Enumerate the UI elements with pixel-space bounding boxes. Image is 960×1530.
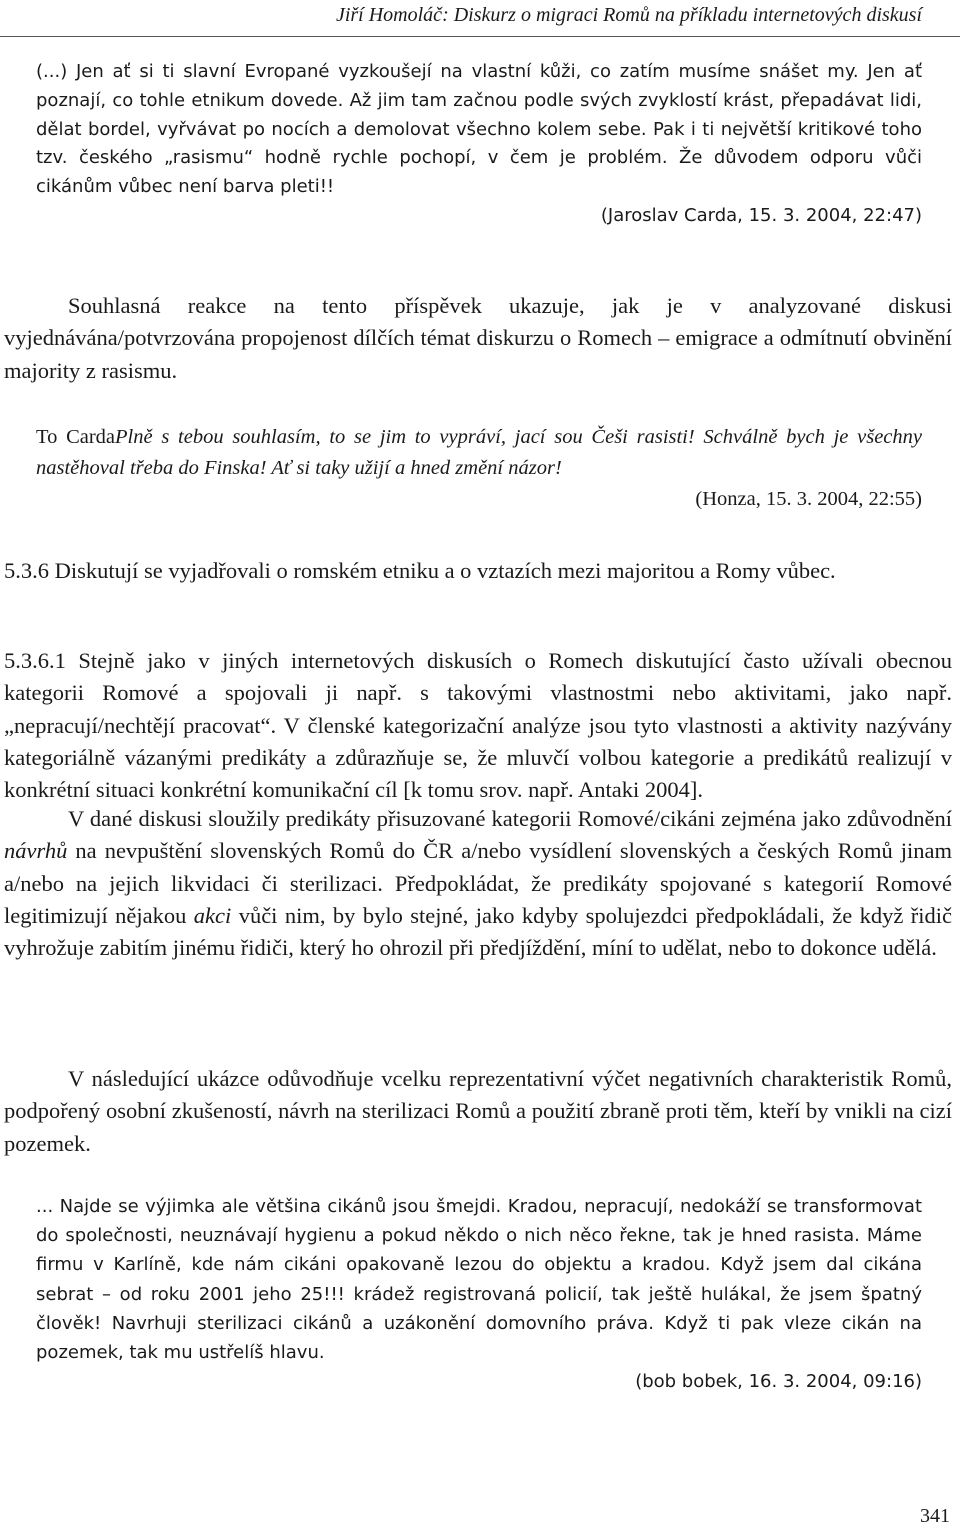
quote-carda-text: (...) Jen ať si ti slavní Evropané vyzkoušejí na vlastní kůži, co zatím musíme snášet my. Jen ať poznají, co tohle etnikum dovede. Až jim tam začnou podle svých zvyklostí krást, přepadávat lidi, dělat bordel, vyřvávat po nocích a demolovat všechno kolem sebe. Pak i ti největší kritikové toho tzv. českého „rasismu“ hodně rychle pochopí, v čem je problém. Že důvodem odporu vůči cikánům vůbec není barva pleti!!	[36, 61, 922, 198]
paragraph-predicates-text	[4, 803, 952, 964]
quote-honza-attribution: (Honza, 15. 3. 2004, 22:55)	[695, 488, 922, 510]
paragraph-example-text: V následující ukázce odůvodňuje vcelku reprezentativní výčet negativních charakteristik Romů, podpořený osobní zkušeností, návrh na sterilizaci Romů a použití zbraně proti těm, kteří by vnikli na cizí pozemek.	[4, 1066, 952, 1156]
quote-bob-bobek-attribution: (bob bobek, 16. 3. 2004, 09:16)	[635, 1371, 922, 1393]
paragraph-predicates-em2: akci	[193, 902, 232, 928]
paragraph-agreement-reaction	[4, 290, 952, 387]
paragraph-predicates	[4, 803, 952, 964]
section-heading	[4, 555, 952, 587]
section-heading-text: 5.3.6 Diskutují se vyjadřovali o romském etniku a o vztazích mezi majoritou a Romy vůbec.	[4, 558, 836, 583]
header-rule	[0, 36, 960, 37]
paragraph-predicates-part3: vůči nim, by bylo stejné, jako kdyby spolujezdci předpokládali, že když řidič vyhrožuje zabitím jinému řidiči, který ho ohrozil při předjíždění, míní to udělat, nebo to dokonce udělá.	[4, 902, 952, 961]
quote-bob-bobek-text: ... Najde se výjimka ale většina cikánů jsou šmejdi. Kradou, nepracují, nedokáží se transformovat do společnosti, neuznávají hygienu a pokud někdo o nich něco řekne, tak je hned rasista. Máme firmu v Karlíně, kde nám cikáni opakovaně lezou do objektu a kradou. Když jsem dal cikána sebrat – od roku 2001 jeho 25!!! krádež registrovaná policií, tak ještě hulákal, že jsem špatný člověk! Navrhuji sterilizaci cikánů a uzákonění domovního práva. Když ti pak vleze cikán na pozemek, tak mu ustřelíš hlavu.	[36, 1196, 922, 1364]
paragraph-predicates-em1: návrhů	[4, 838, 68, 864]
paragraph-predicates-part1: V dané diskusi sloužily predikáty přisuzované kategorii Romové/cikáni zejména jako zdůvodnění	[68, 806, 952, 831]
paragraph-predicates-part2: na nevpuštění slovenských Romů do ČR a/nebo vysídlení slovenských a českých Romů jinam a/nebo na jejich likvidaci či sterilizaci. Předpokládat, že predikáty spojované s kategorií Romové legitimizují nějakou	[4, 838, 952, 928]
subsection-paragraph	[4, 645, 952, 806]
paragraph-agreement-text: Souhlasná reakce na tento příspěvek ukazuje, jak je v analyzované diskusi vyjednávána/potvrzována propojenost dílčích témat diskurzu o Romech – emigrace a odmítnutí obvinění majority z rasismu.	[4, 293, 952, 383]
paragraph-example-intro	[4, 1063, 952, 1160]
running-header: Jiří Homoláč: Diskurz o migraci Romů na příkladu internetových diskusí	[335, 4, 922, 26]
quote-honza-text: Plně s tebou souhlasím, to se jim to vypráví, jací sou Češi rasisti! Schválně bych je všechny nastěhoval třeba do Finska! Ať si taky užijí a hned změní názor!	[36, 426, 922, 479]
quote-honza	[36, 422, 922, 515]
quote-carda-attribution: (Jaroslav Carda, 15. 3. 2004, 22:47)	[600, 204, 922, 226]
quote-bob-bobek	[36, 1192, 922, 1396]
quote-honza-body	[36, 422, 922, 484]
quote-carda	[36, 58, 922, 231]
quote-honza-lead: To Carda	[36, 426, 116, 448]
subsection-text: 5.3.6.1 Stejně jako v jiných internetových diskusích o Romech diskutující často užívali obecnou kategorii Romové a spojovali ji např. s takovými vlastnostmi nebo aktivitami, jako např. „nepracují/nechtějí pracovat“. V členské kategorizační analýze jsou tyto vlastnosti a aktivity nazývány kategoriálně vázanými predikáty a zdůrazňuje se, že mluvčí volbou kategorie a predikátů realizují v konkrétní situaci konkrétní komunikační cíl [k tomu srov. např. Antaki 2004].	[4, 648, 952, 803]
page-number: 341	[920, 1505, 950, 1527]
